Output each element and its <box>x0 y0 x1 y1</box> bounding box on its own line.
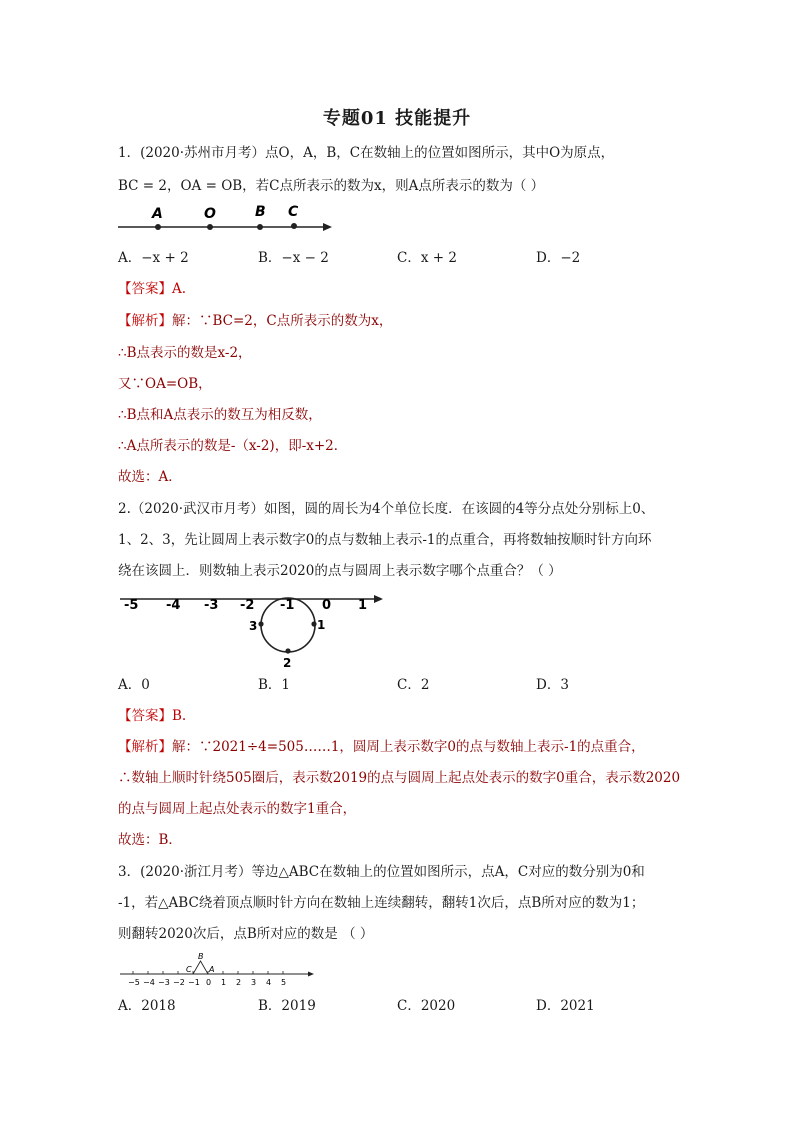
q2-answer-value: B. <box>172 708 187 724</box>
q1-conclusion: 故选：A． <box>118 469 182 485</box>
q1-stem-line-2: BC = 2，OA = OB，若C点所表示的数为x，则A点所表示的数为（ ） <box>118 178 545 194</box>
q2-option-c: C．2 <box>397 677 430 693</box>
q2-analysis-line-2: ∴数轴上顺时针绕505圈后，表示数2019的点与圆周上起点处表示的数字0重合，表示数2020 <box>118 770 681 786</box>
q1-answer-tag: 【答案】 <box>118 281 172 297</box>
q2-circle-label-2: 2 <box>283 656 292 670</box>
q3-tick--4: −4 <box>143 978 155 987</box>
q2-tick--4: -4 <box>166 598 181 613</box>
q3-tick--1: −1 <box>188 978 200 987</box>
q3-stem-line-3: 则翻转2020次后，点B所对应的数是 （ ） <box>118 926 374 942</box>
q2-answer-tag: 【答案】 <box>118 708 172 724</box>
q3-stem-line-2: -1，若△ABC绕着顶点顺时针方向在数轴上连续翻转，翻转1次后，点B所对应的数为1； <box>118 895 645 911</box>
q1-stem-line-1: 1．(2020·苏州市月考）点O，A，B，C在数轴上的位置如图所示，其中O为原点， <box>118 145 615 161</box>
q2-stem-line-3: 绕在该圆上．则数轴上表示2020的点与圆周上表示数字哪个点重合？（ ） <box>118 563 562 579</box>
q1-number-line-figure <box>118 203 338 235</box>
q3-tick-2: 2 <box>236 978 242 987</box>
q2-option-d: D．3 <box>536 677 569 693</box>
q2-option-b: B．1 <box>258 677 291 693</box>
page-title: 专题01 技能提升 <box>322 108 472 129</box>
q2-analysis-line-1 <box>118 737 645 757</box>
q3-tri-label-a: A <box>209 965 215 974</box>
q2-stem-line-1: 2.（2020·武汉市月考）如图，圆的周长为4个单位长度．在该圆的4等分点处分别标上0、 <box>118 501 655 517</box>
q1-option-c: C．x + 2 <box>397 250 457 266</box>
q3-tick-3: 3 <box>251 978 257 987</box>
q2-stem-line-2: 1、2、3，先让圆周上表示数字0的点与数轴上表示-1的点重合，再将数轴按顺时针方向环 <box>118 532 652 548</box>
q2-circle-number-line-figure <box>118 588 393 672</box>
q1-answer <box>118 279 186 299</box>
q1-analysis-line-5: ∴A点所表示的数是-（x-2)，即-x+2． <box>118 438 348 454</box>
q2-tick--1: -1 <box>280 598 295 613</box>
q2-tick--2: -2 <box>240 598 255 613</box>
q1-analysis-text-1: 解：∵BC=2，C点所表示的数为x， <box>172 313 393 329</box>
q3-tick--5: −5 <box>128 978 140 987</box>
q3-option-a: A．2018 <box>118 998 176 1014</box>
q3-option-b: B．2019 <box>258 998 316 1014</box>
q2-analysis-line-3: 的点与圆周上起点处表示的数字1重合， <box>118 801 357 817</box>
q2-tick--5: -5 <box>124 598 139 613</box>
q3-triangle-number-line-figure <box>118 950 318 992</box>
q3-tick-4: 4 <box>266 978 272 987</box>
q1-analysis-line-1 <box>118 311 392 331</box>
q2-tick--3: -3 <box>204 598 219 613</box>
q2-tick-0: 0 <box>322 598 332 613</box>
q1-label-b: B <box>255 204 266 220</box>
q3-option-c: C．2020 <box>397 998 456 1014</box>
q2-conclusion: 故选：B． <box>118 832 182 848</box>
q1-analysis-line-2: ∴B点表示的数是x-2， <box>118 345 252 361</box>
q3-tick--3: −3 <box>158 978 170 987</box>
q3-tick-1: 1 <box>221 978 227 987</box>
q3-tick-5: 5 <box>281 978 287 987</box>
q2-circle-label-1: 1 <box>317 618 326 632</box>
q1-label-c: C <box>288 204 299 220</box>
q1-option-d: D．−2 <box>536 250 581 266</box>
q1-analysis-line-4: ∴B点和A点表示的数互为相反数， <box>118 407 322 423</box>
q2-option-a: A．0 <box>118 677 150 693</box>
q1-option-b: B．−x − 2 <box>258 250 329 266</box>
q2-answer <box>118 706 186 726</box>
q3-tick-0: 0 <box>206 978 212 987</box>
q3-option-d: D．2021 <box>536 998 595 1014</box>
q2-tick-1: 1 <box>358 598 368 613</box>
q1-label-a: A <box>152 206 163 222</box>
q2-circle-label-3: 3 <box>249 619 258 633</box>
q1-analysis-line-3: 又∵OA=OB， <box>118 376 212 392</box>
q1-option-a: A．−x + 2 <box>118 250 189 266</box>
q3-tri-label-c: C <box>186 965 192 974</box>
q1-label-o: O <box>204 206 216 222</box>
q2-analysis-text-1: 解：∵2021÷4=505……1，圆周上表示数字0的点与数轴上表示-1的点重合， <box>172 739 645 755</box>
q2-analysis-tag: 【解析】 <box>118 739 172 755</box>
q3-tick--2: −2 <box>173 978 185 987</box>
q1-analysis-tag: 【解析】 <box>118 313 172 329</box>
q3-stem-line-1: 3．(2020·浙江月考）等边△ABC在数轴上的位置如图所示，点A，C对应的数分别为0和 <box>118 864 645 880</box>
q1-answer-value: A. <box>172 281 187 297</box>
q3-tri-label-b: B <box>198 952 204 961</box>
